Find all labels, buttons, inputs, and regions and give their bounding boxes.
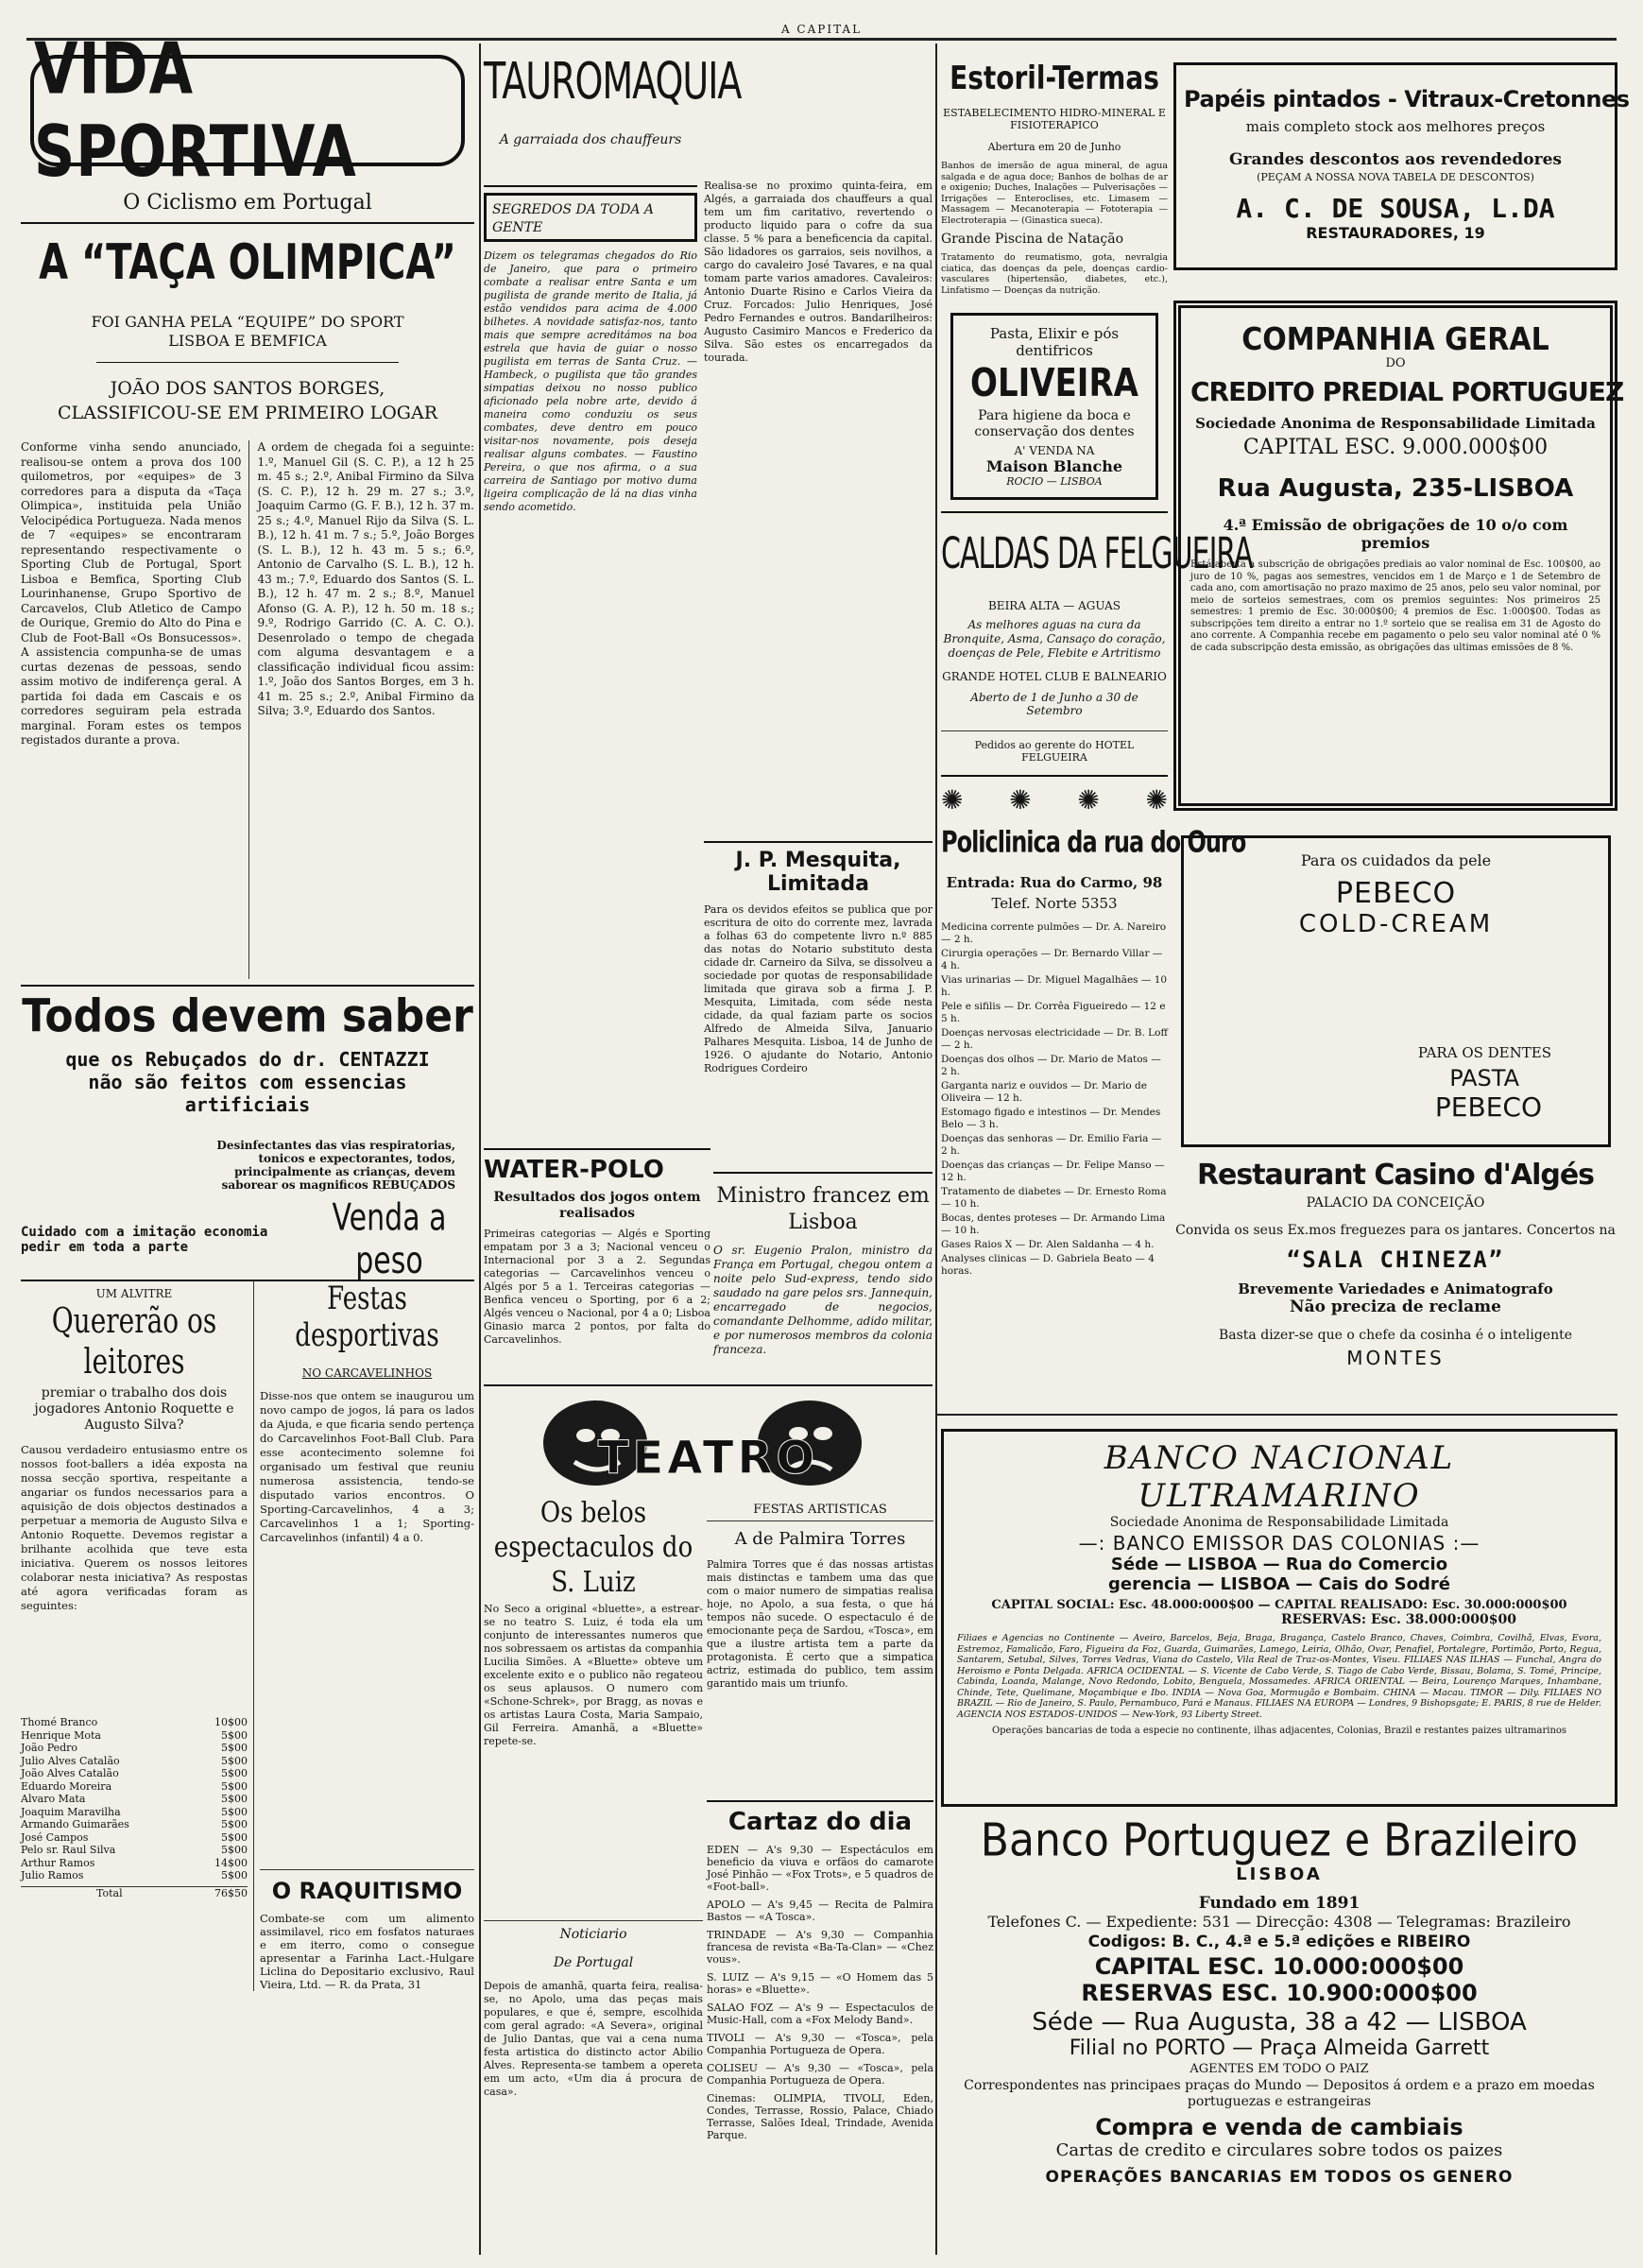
contributor-name: Julio Ramos <box>21 1869 84 1881</box>
column-four <box>704 47 933 1247</box>
policlinica-item: Cirurgia operações — Dr. Bernardo Villar — 4 h. <box>941 948 1163 971</box>
teatro-title: TEATRO <box>597 1432 819 1485</box>
ad-todos-devem-saber <box>21 989 474 1283</box>
ministro-title: Ministro francez em Lisboa <box>716 1184 930 1234</box>
contributor-name: Eduardo Moreira <box>21 1779 112 1793</box>
brasileiro-corr: Correspondentes nas principaes praças do Mundo — Depositos á ordem e a prazo em moedas portuguezas e estrangeiras <box>964 2078 1595 2109</box>
contribution-amount: 10$00 <box>214 1716 248 1728</box>
pebeco-name2: PEBECO <box>1434 1091 1542 1123</box>
casino-line: Basta dizer-se que o chefe da cosinha é o inteligente <box>1218 1328 1572 1343</box>
contribution-row <box>21 1818 248 1831</box>
casino-sub: PALACIO DA CONCEIÇÃO <box>1306 1195 1485 1211</box>
portugal-title: De Portugal <box>553 1955 634 1970</box>
teatro-banner <box>484 1384 933 1498</box>
brasileiro-cartas: Cartas de credito e circulares sobre todos os paizes <box>1055 2140 1503 2160</box>
contribution-amount: 14$00 <box>214 1856 248 1869</box>
brasileiro-capital: CAPITAL ESC. 10.000:000$00 <box>1094 1953 1464 1980</box>
deck: FOI GANHA PELA “EQUIPE” DO SPORT LISBOA E BEMFICA <box>91 313 404 350</box>
brasileiro-ops: OPERAÇÕES BANCARIAS EM TODOS OS GENERO <box>1045 2168 1514 2187</box>
ad-oliveira <box>950 313 1158 500</box>
brasileiro-title: Banco Portuguez e Brazileiro <box>980 1813 1579 1867</box>
newspaper-title: A CAPITAL <box>780 23 863 36</box>
ad-line: Desinfectantes das vias respiratorias, tonicos e expectorantes, todos, principalmente as crianças, devem saborear os magnificos REBUÇADOS <box>216 1139 455 1192</box>
contribution-amount: 5$00 <box>221 1805 248 1818</box>
contribution-amount: 5$00 <box>221 1754 248 1767</box>
segredo-body: Dizem os telegramas chegados do Rio de Janeiro, que para o primeiro combate a realisar entre Santa e um pugilista de grande merito de Italia, já estão vendidos para acima de 4.000 bilhetes. A novidade satisfaz-nos, tanto mais que sempre acreditámos na boa estrela que havia de guiar o nosso pugilista em terras de Santa Cruz. — Hambeck, o pugilista que tão grandes simpatias deixou no nosso publico aficionado pela nobre arte, devido á maneira como conduziu os seus combates, deve dentro em pouco visitar-nos novamente, pois deseja realisar alguns combates. — Faustino Pereira, o que nos afirma, o a sua carreira de Santiago por motivo duma ligeira complicação de lá na dias vinha sendo acometido. <box>484 249 697 513</box>
brasileiro-city: LISBOA <box>1236 1864 1323 1884</box>
policlinica-ornament <box>941 784 1168 816</box>
policlinica-item: Medicina corrente pulmões — Dr. A. Nareiro — 2 h. <box>941 921 1167 945</box>
vida-sportiva-section <box>21 27 474 2259</box>
contribution-row <box>21 1793 248 1806</box>
brasileiro-reservas: RESERVAS ESC. 10.900:000$00 <box>1081 1980 1478 2006</box>
contribution-amount: 5$00 <box>221 1818 248 1830</box>
ad-companhia-geral <box>1173 301 1624 811</box>
policlinica-item: Doenças das senhoras — Dr. Emilio Faria — 2 h. <box>941 1133 1162 1157</box>
casino-chef: MONTES <box>1346 1347 1445 1369</box>
caldas-body: As melhores aguas na cura da Bronquite, Asma, Cansaço do coração, doenças de Pele, Flebite e Artritismo <box>943 618 1166 660</box>
caldas-contact: Pedidos ao gerente do HOTEL FELGUEIRA <box>941 730 1168 764</box>
ministro-article <box>713 1172 933 1380</box>
festas-art-title: FESTAS ARTISTICAS <box>707 1503 933 1521</box>
caldas-dates: Aberto de 1 de Junho a 30 de Setembro <box>970 691 1138 717</box>
section-title: O Ciclismo em Portugal <box>123 191 372 215</box>
contribution-row <box>21 1806 248 1819</box>
ornament-icon: ✺ <box>941 784 964 816</box>
policlinica-item: Gases Raios X — Dr. Alen Saldanha — 4 h. <box>941 1239 1155 1250</box>
contribution-row <box>21 1857 248 1870</box>
contribution-row <box>21 1755 248 1768</box>
companhia-capital: CAPITAL ESC. 9.000.000$00 <box>1242 436 1549 459</box>
tauro-body-text: Realisa-se no proximo quinta-feira, em Algés, a garraiada dos chauffeurs a qual tem um fim caritativo, revertendo o producto liquido para o cofre da sua classe. 5 % para a beneficencia da capital. São lidadores os garraios, seis novilhos, a cargo do cavaleiro José Tavares, e na qual tomam parte varios amadores. Cavaleiros: Antonio Duarte Risino e Carlos Vieira da Cruz. Forcados: Julio Henriques, José Pedro Fernandes e outros. Bandarilheiros: Augusto Casimiro Mancos e Frederico da Silva. São estes os encarregados da tourada. <box>704 180 933 364</box>
mesquita-body: Para os devidos efeitos se publica que por escritura de oito do corrente mez, lavrada a folhas 63 do competente livro n.º 885 das notas do Notario substituto desta cidade dr. Carneiro da Silva, se dissolveu a sociedade por quotas de responsabilidade limitada que girava sob a firma J. P. Mesquita, Limitada, com séde nesta cidade, da qual faziam parte os socios Alfredo de Almeida Silva, Januario Palhares Mesquita. Lisboa, 14 de Junho de 1926. O ajudante do Notario, Antonio Rodrigues Cordeiro <box>704 903 933 1074</box>
article-body: A ordem de chegada foi a seguinte: 1.º, Manuel Gil (S. C. P.), a 12 h 25 m. 45 s.; 2.º, Anibal Firmino da Silva (S. C. P.), 12 h. 29 m. 27 s.; 3.º, Joaquim Carmo (G. F. B.), 12 h. 37 m. 25 s.; 4.º, Manuel Rijo da Silva (S. L. B.), 12 h. 41 m. 7 s.; 5.º, João Borges (S. L. B.), 12 h. 43 m. 5 s.; 6.º, Antonio de Carvalho (S. L. B.), 12 h. 43 m.; 7.º, Eduardo dos Santos (S. L. B.), 12 h. 47 m. 2 s.; 8.º, Manuel Afonso (G. A. P.), 12 h. 50 m. 18 s.; 9.º, Rodrigo Garrido (C. A. C. O.). Desenrolado o tempo de chegada com alguma desvantagem e a classificação individual ficou assim: 1.º, João dos Santos Borges, em 3 h. 41 m. 25 s.; 2.º, Anibal Firmino da Silva; 3.º, Eduardo dos Santos. <box>257 440 474 717</box>
companhia-title: COMPANHIA GERAL <box>1241 321 1549 358</box>
policlinica-item: Tratamento de diabetes — Dr. Ernesto Roma — 10 h. <box>941 1186 1167 1210</box>
contributor-name: Julio Alves Catalão <box>21 1754 120 1767</box>
contribution-amount: 5$00 <box>221 1844 248 1856</box>
policlinica-title: Policlinica da rua do Ouro <box>941 824 1246 860</box>
papeis-line: mais completo stock aos melhores preços <box>1245 118 1546 135</box>
contribution-amount: 5$00 <box>221 1728 248 1742</box>
contributor-name: João Pedro <box>21 1742 78 1754</box>
waterpolo-body: Primeiras categorias — Algés e Sporting empatam por 3 a 3; Nacional venceu o Internacional por 3 a 2. Segundas categorias — Carcavelinhos venceu o Algés por 5 a 1. Terceiras categorias — Benfica venceu o Sporting, por 6 a 2; Algés venceu o Nacional, por 4 a 0; Lisboa Ginasio marca 2 pontos, por falta do Carcavelinhos. <box>484 1228 710 1346</box>
contributor-name: Henrique Mota <box>21 1728 101 1742</box>
ornament-icon: ✺ <box>1009 784 1032 816</box>
policlinica-item: Doenças nervosas electricidade — Dr. B. Loff — 2 h. <box>941 1027 1168 1051</box>
teatro-body: No Seco a original «bluette», a estrear-se no teatro S. Luiz, é toda ela um conjunto de interessantes numeros que nos sobressaem os artistas da companhia Lucilia Simões. A «Bluette» obteve um excelente exito e o publico não regateou os seus aplausos. O numero com «Schone-Schrek», por Bragg, as novas e os artistas Laura Costa, Maria Sampaio, Gil Ferreira. Amanhã, a «Bluette» repete-se. <box>484 1603 703 1747</box>
policlinica-item: Garganta nariz e ouvidos — Dr. Mario de Oliveira — 12 h. <box>941 1080 1147 1104</box>
segredo-banner <box>484 193 697 242</box>
companhia-body: Está aberta a subscrição de obrigações prediais ao valor nominal de Esc. 100$00, ao juro de 10 %, pagas aos semestres, vencidos em 1 de Março e 1 de Setembro de cada ano, com amortisação no prazo maximo de 25 anos, pelo seu valor nominal, por meio de sorteios semestraes, com os premios seguintes: Nos primeiros 25 semestres: 1 premio de Esc. 30:000$00; 4 premios de Esc. 1:000$00. Todas as subscripções tem direito a entrar no 1.º sorteio que se realisa em 31 de Agosto do ano corrente. A Companhia recebe em pagamento o pelo seu valor nominal até 0 % de cada subscripção desta emissão, as obrigações das ultimas emissões de 8 %. <box>1190 559 1600 653</box>
ad-casino <box>1173 1153 1617 1399</box>
oliveira-name: OLIVEIRA <box>970 361 1138 406</box>
alvitre-article <box>21 1281 248 1991</box>
contribution-amount: 5$00 <box>221 1793 248 1805</box>
casino-sala: “SALA CHINEZA” <box>1286 1246 1505 1273</box>
casino-line: Não preciza de reclame <box>1290 1297 1501 1316</box>
masthead-frame <box>30 27 465 194</box>
brasileiro-filial: Filial no PORTO — Praça Almeida Garrett <box>1069 2036 1490 2060</box>
subheadline: JOÃO DOS SANTOS BORGES, CLASSIFICOU-SE EM PRIMEIRO LOGAR <box>57 378 437 423</box>
alvitre-sub: premiar o trabalho dos dois jogadores Antonio Roquette e Augusto Silva? <box>34 1385 234 1433</box>
contribution-row <box>21 1869 248 1882</box>
raquitismo-body: Combate-se com um alimento assimilavel, rico em fosfatos naturaes e em iterro, como o consegue apresentar a Farinha Lact.-Hulgare Liclina do Depositario exclusivo, Raul Vieira, Ltd. — R. da Prata, 31 <box>260 1912 474 1991</box>
ultramarino-line: —: BANCO EMISSOR DAS COLONIAS :— <box>1078 1532 1480 1555</box>
column-five <box>941 47 1253 1427</box>
pebeco-coldcream: COLD-CREAM <box>1298 910 1494 938</box>
contributor-name: João Alves Catalão <box>21 1767 119 1779</box>
oliveira-line: Pasta, Elixir e pós dentifricos <box>989 325 1120 359</box>
brasileiro-founded: Fundado em 1891 <box>1198 1894 1361 1913</box>
kicker: NO CARCAVELINHOS <box>301 1366 433 1380</box>
companhia-do: DO <box>1385 356 1406 370</box>
festas-title: Festas desportivas <box>295 1280 439 1354</box>
companhia-name: CREDITO PREDIAL PORTUGUEZ <box>1190 376 1624 407</box>
waterpolo-article <box>484 1148 710 1375</box>
estoril-title: Estoril-Termas <box>950 59 1159 97</box>
masthead: VIDA SPORTIVA <box>34 27 357 194</box>
ad-pebeco <box>1181 835 1611 1147</box>
contribution-amount: 5$00 <box>221 1830 248 1844</box>
kicker: UM ALVITRE <box>95 1287 173 1300</box>
brasileiro-compra: Compra e venda de cambiais <box>1095 2114 1463 2140</box>
policlinica-list <box>941 921 1168 1278</box>
festas-article <box>260 1281 474 1991</box>
ad-banco-brazileiro <box>941 1813 1617 2257</box>
ad-title: Todos devem saber <box>22 989 473 1043</box>
papeis-line: Grandes descontos aos revendedores <box>1229 150 1562 169</box>
ultramarino-title: BANCO NACIONAL ULTRAMARINO <box>1104 1439 1455 1515</box>
pebeco-line: PARA OS DENTES <box>1417 1044 1551 1061</box>
contribution-amount: 5$00 <box>221 1767 248 1779</box>
ultramarino-line: Sociedade Anonima de Responsabilidade Limitada <box>1109 1515 1449 1530</box>
total-row <box>21 1886 248 1899</box>
pebeco-name: PEBECO <box>1335 877 1457 910</box>
companhia-emissao: 4.ª Emissão de obrigações de 10 o/o com premios <box>1223 516 1568 552</box>
ultramarino-reservas: RESERVAS: Esc. 38.000:000$00 <box>1280 1612 1516 1627</box>
contribution-row <box>21 1729 248 1743</box>
cartaz-item: EDEN — A's 9,30 — Espectáculos em beneficio da viuva e orfãos do camarote José Pinhão — «Fox Trots», e 5 quadros de «Foot-ball». <box>707 1844 933 1893</box>
total-label: Total <box>96 1886 123 1899</box>
ultramarino-line: Séde — LISBOA — Rua do Comercio <box>1110 1555 1448 1574</box>
brasileiro-sede: Séde — Rua Augusta, 38 a 42 — LISBOA <box>1032 2008 1527 2036</box>
oliveira-addr: ROCIO — LISBOA <box>1006 475 1103 488</box>
alvitre-body: Causou verdadeiro entusiasmo entre os nossos foot-ballers a idéa exposta na nossa secção sportiva, respeitante a angariar os fundos necessarios para a aquisição de dois objectos destinados a perpetuar a memoria de Augusto Silva e Antonio Roquette. Devemos registar a brilhante acolhida que teve esta iniciativa. Querem os nossos leitores colaborar nesta iniciativa? As respostas até agora verificadas foram as seguintes: <box>21 1443 248 1612</box>
mesquita-title: J. P. Mesquita, Limitada <box>735 849 901 896</box>
ornament-icon: ✺ <box>1145 784 1168 816</box>
ultramarino-body: Filiaes e Agencias no Continente — Aveiro, Barcelos, Beja, Braga, Bragança, Castelo Branco, Chaves, Coimbra, Covilhã, Elvas, Evora, Estremoz, Famalicão, Faro, Figueira da Foz, Guarda, Guimarães, Lamego, Leiria, Olhão, Ovar, Penafiel, Portalegre, Portimão, Porto, Regua, Santarem, Setubal, Silves, Torres Vedras, Viana do Castelo, Vila Real de Traz-os-Montes, Viseu. FILIAES NAS ILHAS — Funchal, Angra do Heroismo e Ponta Delgada. AFRICA OCIDENTAL — S. Vicente de Cabo Verde, S. Tiago de Cabo Verde, Bissau, Bolama, S. Tomé, Principe, Cabinda, Loanda, Malange, Novo Redondo, Lobito, Benguela, Mossamedes. AFRICA ORIENTAL — Beira, Lourenço Marques, Inhambane, Chinde, Tete, Quelimane, Moçambique e Ibo. INDIA — Nova Goa, Mormugão e Bombaim. CHINA — Macau. TIMOR — Dily. FILIAES NO BRAZIL — Rio de Janeiro, S. Paulo, Pernambuco, Pará e Manaus. FILIAES NA EUROPA — Londres, 9 Bishopsgate; E. PARIS, 8 rue de Helder. AGENCIA NOS ESTADOS-UNIDOS — New-York, 93 Liberty Street. <box>957 1633 1601 1720</box>
cartaz-item: COLISEU — A's 9,30 — «Tosca», pela Companhia Portugueza de Opera. <box>707 2062 933 2087</box>
ad-banco-ultramarino <box>941 1429 1617 1807</box>
contribution-row <box>21 1831 248 1845</box>
ultramarino-foot: Operações bancarias de toda a especie no continente, ilhas adjacentes, Colonias, Brazil e restantes paizes ultramarinos <box>991 1726 1567 1736</box>
festas-art-body: Palmira Torres que é das nossas artistas mais distinctas e tambem uma das que com o maior numero de simpatias realisa hoje, no Apolo, a sua festa, o que há tempos não sucede. O espectaculo é de emocionante peça de Sardou, «Tosca», em que a ilustre artista tem a parte da protagonista. É certo que a simpatica actriz, estimada do publico, tem assim garantido mais um triunfo. <box>707 1558 933 1690</box>
policlinica-entrada: Entrada: Rua do Carmo, 98 <box>946 874 1163 891</box>
contribution-amount: 5$00 <box>221 1779 248 1793</box>
oliveira-store: Maison Blanche <box>985 457 1123 475</box>
cartaz-item: APOLO — A's 9,45 — Recita de Palmira Bastos — «A Tosca». <box>707 1899 933 1923</box>
cartaz-item: TIVOLI — A's 9,30 — «Tosca», pela Companhia Portugueza de Opera. <box>707 2032 933 2056</box>
ornament-icon: ✺ <box>1077 784 1100 816</box>
caldas-sub: BEIRA ALTA — AGUAS <box>987 599 1121 612</box>
teatro-headline: Os belos espectaculos do S. Luiz <box>493 1496 693 1600</box>
policlinica-item: Pele e sifilis — Dr. Corrêa Figueiredo — 12 e 5 h. <box>941 1001 1166 1024</box>
alvitre-title: Quererão os leitores <box>51 1300 217 1382</box>
policlinica-item: Estomago figado e intestinos — Dr. Mendes Belo — 3 h. <box>941 1107 1161 1130</box>
policlinica-item: Analyses clinicas — D. Gabriela Beato — 4 horas. <box>941 1253 1155 1277</box>
cartaz-item: TRINDADE — A's 9,30 — Companhia francesa de revista «Ba-Ta-Clan» — «Chez vous». <box>707 1929 933 1966</box>
waterpolo-title: WATER-POLO <box>484 1156 664 1184</box>
section-rule <box>937 1414 1617 1416</box>
ad-papeis-pintados <box>1173 62 1630 270</box>
contribution-row <box>21 1742 248 1755</box>
estoril-sub: ESTABELECIMENTO HIDRO-MINERAL E FISIOTERAPICO <box>943 107 1166 131</box>
total-value: 76$50 <box>214 1886 248 1899</box>
waterpolo-sub: Resultados dos jogos ontem realisados <box>493 1190 701 1221</box>
papeis-addr: RESTAURADORES, 19 <box>1306 224 1485 242</box>
estoril-body: Banhos de imersão de agua mineral, de agua salgada e de agua doce; Banhos de bolhas de ar e oxigenio; Duches, Inalações — Pulverisações — Irrigações — Enteroclises, etc. Limasem — Massagem — Mecanoterapia — Fototerapia — Electroterapia — (Ginastica sueca). <box>941 161 1168 226</box>
column-divider <box>479 43 481 2255</box>
ad-line: Cuidado com a imitação economia pedir em toda a parte <box>21 1225 268 1255</box>
headline: A “TAÇA OLIMPICA” <box>39 234 456 291</box>
casino-line: Brevemente Variedades e Animatografo <box>1238 1280 1553 1297</box>
ultramarino-line: gerencia — LISBOA — Cais do Sodré <box>1108 1574 1450 1594</box>
article-body: Conforme vinha sendo anunciado, realisou-se ontem a prova dos 100 quilometros, por «equipes» de 3 corredores para a disputa da «Taça Olimpica», instituida pela União Velocipédica Portugueza. Nada menos de 7 «equipes» se encontraram representando respectivamente o Sporting Club de Portugal, Sport Lisboa e Bemfica, Sporting Club Lourinhanense, Grupo Sportivo de Carcavelos, Club Atletico de Campo de Ourique, Gremio do Alto do Pina e Club de Foot-Ball «Os Bonsucessos». A assistencia compunha-se de umas curtas dezenas de pessoas, sendo assim motivo de indiferença geral. A partida foi dada em Cascais e os corredores seguiram pela estrada marginal. Foram estes os tempos registados durante a prova. <box>21 440 242 747</box>
cartaz-item: S. LUIZ — A's 9,15 — «O Homem das 5 horas» e «Bluette». <box>707 1971 933 1996</box>
contributor-name: José Campos <box>21 1830 89 1844</box>
cartaz-list <box>707 1844 933 2141</box>
brasileiro-codes: Codigos: B. C., 4.ª e 5.ª edições e RIBEIRO <box>1087 1933 1471 1951</box>
companhia-line: Sociedade Anonima de Responsabilidade Limitada <box>1195 415 1596 432</box>
ad-line: Venda a peso <box>332 1196 447 1283</box>
oliveira-line: Para higiene da boca e conservação dos dentes <box>974 408 1135 439</box>
column-three <box>484 47 742 1247</box>
festas-body: Disse-nos que ontem se inaugurou um novo campo de jogos, lá para os lados da Ajuda, e que ficaria sendo pertença do Carcavelinhos Foot-Ball Club. Para esse acontecimento solemne foi organisado um festival que reuniu numerosa assistencia, tendo-se disputado varios encontros. O Sporting-Carcavelinhos, 4 a 3; Carcavelinhos 1 a 1; Sporting-Carcavelinhos (infantil) 4 a 0. <box>260 1389 474 1544</box>
contributor-name: Alvaro Mata <box>21 1793 86 1805</box>
pebeco-line: PASTA <box>1449 1065 1519 1091</box>
cartaz-item: SALAO FOZ — A's 9 — Espectaculos de Music-Hall, com a «Fox Melody Band». <box>707 2002 933 2026</box>
contribution-row <box>21 1780 248 1794</box>
contribution-row <box>21 1716 248 1729</box>
casino-title: Restaurant Casino d'Algés <box>1196 1159 1595 1192</box>
contributor-name: Pelo sr. Raul Silva <box>21 1844 116 1856</box>
raquitismo-title: O RAQUITISMO <box>271 1878 463 1904</box>
teatro-article <box>484 1496 703 2259</box>
estoril-body2: Tratamento do reumatismo, gota, nevralgia ciatica, das doenças da pele, doenças cardio-vasculares (hipertensão, diabetes, etc.), Linfatismo — Doenças da nutrição. <box>941 252 1168 296</box>
contributor-name: Arthur Ramos <box>21 1856 95 1869</box>
festas-artisticas-article <box>707 1503 933 2259</box>
tauro-sub: A garraiada dos chauffeurs <box>499 132 682 147</box>
ad-line: que os Rebuçados do dr. CENTAZZI não são feitos com essencias artificiais <box>65 1048 430 1116</box>
cartaz-title: Cartaz do dia <box>727 1808 913 1836</box>
contribution-row <box>21 1844 248 1857</box>
oliveira-line: A' VENDA NA <box>1014 444 1095 457</box>
brasileiro-agentes: AGENTES EM TODO O PAIZ <box>1189 2062 1369 2076</box>
caldas-title: CALDAS DA FELGUEIRA <box>941 529 1253 579</box>
policlinica-item: Bocas, dentes proteses — Dr. Armando Lima — 10 h. <box>941 1212 1166 1236</box>
papeis-firm: A. C. DE SOUSA, L.DA <box>1236 193 1555 224</box>
contribution-row <box>21 1767 248 1780</box>
noticiario-title: Noticiario <box>559 1927 627 1942</box>
policlinica-item: Doenças das crianças — Dr. Felipe Manso — 12 h. <box>941 1160 1165 1183</box>
caldas-hotel: GRANDE HOTEL CLUB E BALNEARIO <box>942 670 1167 683</box>
noticiario-body: Depois de amanhã, quarta feira, realisa-se, no Apolo, uma das peças mais populares, e que é, sempre, escolhida com geral agrado: «A Severa», original de Julio Dantas, que vai a cena numa festa artistica do distincto actor Abilio Alves. Representa-se tambem a opereta em um acto, «Um dia á procura de casa». <box>484 1980 703 2098</box>
tauro-title: TAUROMAQUIA <box>484 52 742 111</box>
pebeco-line: Para os cuidados da pele <box>1300 851 1492 869</box>
policlinica-item: Vias urinarias — Dr. Miguel Magalhães — 10 h. <box>941 974 1168 998</box>
estoril-pool: Grande Piscina de Natação <box>941 232 1124 247</box>
estoril-open: Abertura em 20 de Junho <box>987 141 1121 153</box>
contribution-amount: 5$00 <box>221 1869 248 1881</box>
contribution-amount: 5$00 <box>221 1742 248 1754</box>
contributor-name: Joaquim Maravilha <box>21 1805 121 1818</box>
policlinica-item: Doenças dos olhos — Dr. Mario de Matos — 2 h. <box>941 1054 1161 1077</box>
casino-body: Convida os seus Ex.mos freguezes para os jantares. Concertos na <box>1175 1223 1616 1238</box>
brasileiro-phones: Telefones C. — Expediente: 531 — Direcção: 4308 — Telegramas: Brazileiro <box>987 1913 1571 1931</box>
festas-art-sub: A de Palmira Torres <box>734 1529 906 1549</box>
papeis-title: Papéis pintados - Vitraux-Cretonnes <box>1184 86 1630 112</box>
contributor-name: Thomé Branco <box>21 1716 98 1728</box>
cartaz-item: Cinemas: OLIMPIA, TIVOLI, Eden, Condes, Terrasse, Rossio, Palace, Chiado Terrasse, Salões Ideal, Trindade, Avenida Parque. <box>707 2092 933 2141</box>
column-divider <box>935 43 937 2255</box>
companhia-addr: Rua Augusta, 235-LISBOA <box>1217 474 1574 503</box>
papeis-line: (PEÇAM A NOSSA NOVA TABELA DE DESCONTOS) <box>1257 171 1534 183</box>
segredo-title: SEGREDOS DA TODA A GENTE <box>492 202 654 235</box>
contributions-list <box>21 1716 248 1882</box>
ultramarino-capital: CAPITAL SOCIAL: Esc. 48.000:000$00 — CAPITAL REALISADO: Esc. 30.000:000$00 <box>991 1598 1567 1612</box>
policlinica-tel: Telef. Norte 5353 <box>991 895 1118 912</box>
contributor-name: Armando Guimarães <box>21 1818 129 1830</box>
ministro-body: O sr. Eugenio Pralon, ministro da França em Portugal, chegou ontem a noite pelo Sud-express, tendo sido saudado na gare pelos srs. Jannequin, encarregado de negocios, comandante Delhomme, adido militar, e por numerosos membros da colonia franceza. <box>713 1244 933 1356</box>
